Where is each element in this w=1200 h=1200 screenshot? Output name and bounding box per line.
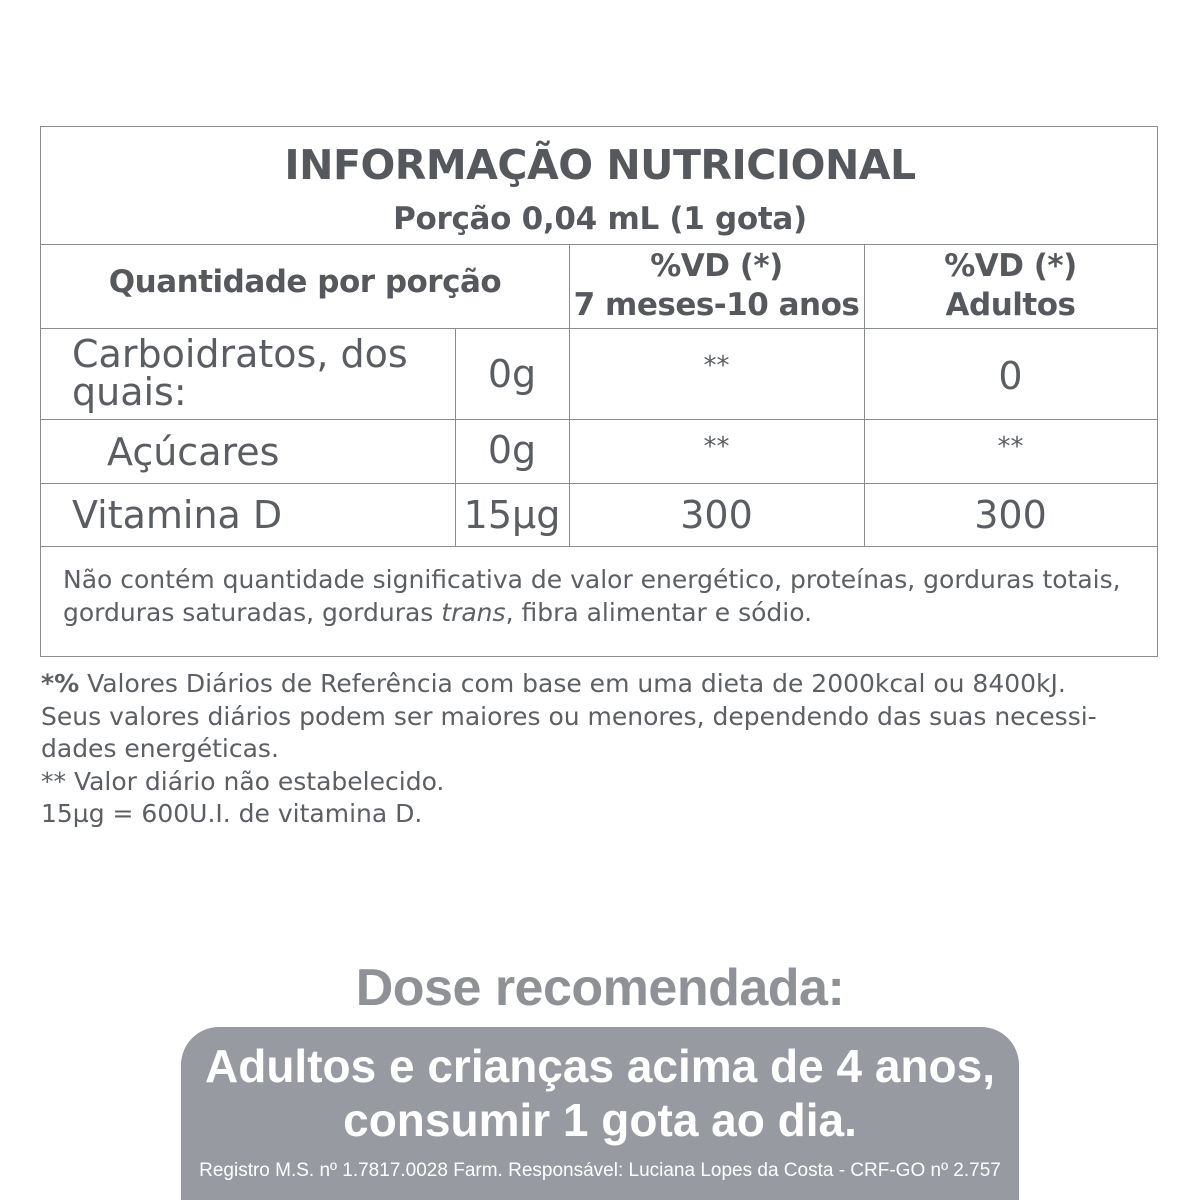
note-text: Não contém quantidade significativa de valor energético, proteínas, gorduras totais, gorduras saturadas, gorduras: [63, 565, 1121, 627]
note-text-end: , fibra alimentar e sódio.: [505, 598, 813, 627]
row-name: Carboidratos, dos: [72, 332, 408, 376]
dose-line: Adultos e crianças acima de 4 anos,: [205, 1040, 995, 1092]
footnote: Seus valores diários podem ser maiores ou menores, dependendo das suas necessi-: [41, 701, 1097, 731]
footnote-prefix: *%: [41, 669, 80, 698]
row-name: quais:: [72, 370, 187, 414]
row-vd-children: **: [703, 432, 730, 462]
divider: [41, 483, 1157, 484]
footnotes: [41, 668, 1161, 831]
divider: [41, 546, 1157, 547]
table-note: [63, 563, 1143, 629]
header-vd-children-line2: 7 meses-10 anos: [573, 287, 860, 323]
row-vd-adults: 300: [974, 493, 1047, 537]
header-vd-children-line1: %VD (*): [650, 248, 783, 284]
registration-text: Registro M.S. nº 1.7817.0028 Farm. Responsável: Luciana Lopes da Costa - CRF-GO nº 2.757: [199, 1160, 1001, 1181]
row-amount: 0g: [487, 352, 537, 396]
divider: [41, 244, 1157, 245]
row-amount: 15µg: [463, 493, 561, 537]
dose-box: [181, 1027, 1019, 1200]
table-title: INFORMAÇÃO NUTRICIONAL: [284, 141, 916, 189]
row-name: Vitamina D: [72, 493, 283, 537]
portion-size: Porção 0,04 mL (1 gota): [393, 201, 807, 237]
footnote: dades energéticas.: [41, 734, 279, 763]
divider: [41, 328, 1157, 329]
row-vd-children: 300: [680, 493, 753, 537]
row-vd-children: **: [703, 351, 730, 381]
dose-line: consumir 1 gota ao dia.: [343, 1094, 857, 1146]
header-vd-adults-line1: %VD (*): [944, 248, 1077, 284]
row-vd-adults: **: [997, 432, 1024, 462]
nutrition-table: [40, 126, 1158, 657]
footnote-text: Valores Diários de Referência com base em uma dieta de 2000kcal ou 8400kJ.: [79, 669, 1066, 698]
divider: [41, 419, 1157, 420]
note-italic: trans: [441, 598, 506, 627]
row-amount: 0g: [487, 428, 537, 472]
dose-instructions: [181, 1039, 1019, 1147]
header-quantity: Quantidade por porção: [108, 264, 502, 300]
row-vd-adults: 0: [998, 354, 1023, 398]
dose-title: Dose recomendada:: [355, 959, 845, 1017]
footnote: [41, 668, 1161, 701]
footnote: ** Valor diário não estabelecido.: [41, 766, 445, 796]
footnote: 15µg = 600U.I. de vitamina D.: [41, 799, 423, 828]
header-vd-adults-line2: Adultos: [945, 287, 1076, 323]
row-name: Açúcares: [107, 430, 280, 474]
